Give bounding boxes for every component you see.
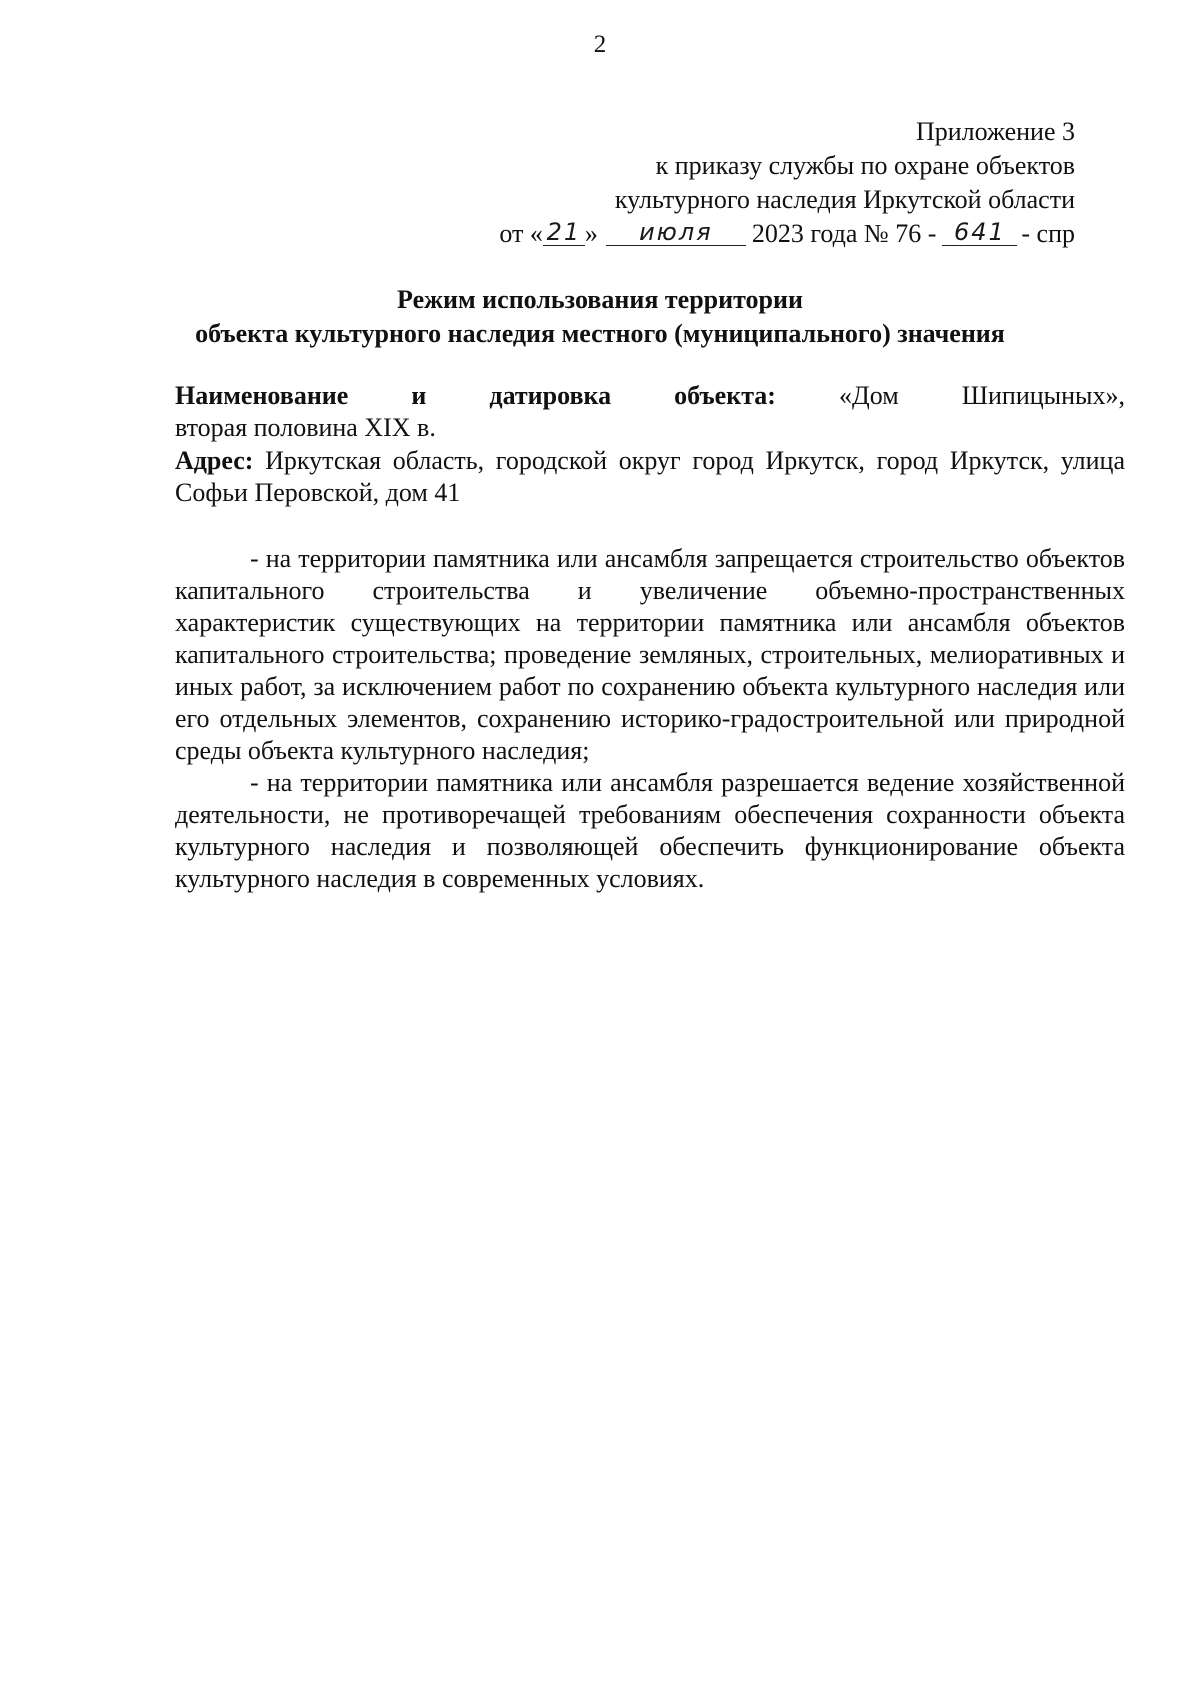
order-prefix: от « — [499, 219, 543, 248]
appendix-header — [499, 115, 1075, 251]
document-title — [0, 283, 1200, 351]
title-line-2: объекта культурного наследия местного (муниципального) значения — [195, 319, 1005, 348]
appendix-title: Приложение 3 — [915, 117, 1075, 146]
order-day-handwritten: 21 — [543, 219, 585, 246]
order-date-line — [499, 217, 1075, 251]
address-label: Адрес: — [175, 446, 254, 475]
appendix-order-ref: к приказу службы по охране объектов — [655, 151, 1075, 180]
rule-prohibited: - на территории памятника или ансамбля запрещается строительство объектов капитального строительства и увеличение объемно-пространственных характеристик существующих на территории памятника или ансамбля объектов капитального строительства; проведение земляных, строительных, мелиоративных и иных работ, за исключением работ по сохранению объекта культурного наследия или его отдельных элементов, сохранению историко-градостроительной или природной среды объекта культурного наследия; — [175, 544, 1125, 765]
address-value: Иркутская область, городской округ город Иркутск, город Иркутск, улица Софьи Перовской, дом 41 — [175, 446, 1126, 507]
order-month-handwritten: июля — [606, 219, 746, 246]
object-name-label: Наименование и датировка объекта: — [175, 381, 776, 410]
title-line-1: Режим использования территории — [397, 285, 803, 314]
rule-allowed: - на территории памятника или ансамбля разрешается ведение хозяйственной деятельности, не противоречащей требованиям обеспечения сохранности объекта культурного наследия и позволяющей обеспечить функционирование объекта культурного наследия в современных условиях. — [175, 768, 1125, 893]
page-number: 2 — [593, 31, 607, 58]
usage-rules — [175, 543, 1125, 895]
appendix-org: культурного наследия Иркутской области — [614, 185, 1075, 214]
object-dating: вторая половина XIX в. — [175, 413, 436, 442]
order-number-handwritten: 641 — [942, 219, 1017, 246]
object-name-value: «Дом Шипицыных», — [839, 381, 1126, 410]
object-name-line — [175, 380, 1125, 412]
object-name-block — [175, 380, 1125, 444]
object-address-block — [175, 445, 1125, 509]
order-suffix: - спр — [1021, 219, 1075, 248]
order-quote-close: » — [584, 219, 598, 248]
order-year-text: 2023 года № 76 - — [751, 219, 937, 248]
